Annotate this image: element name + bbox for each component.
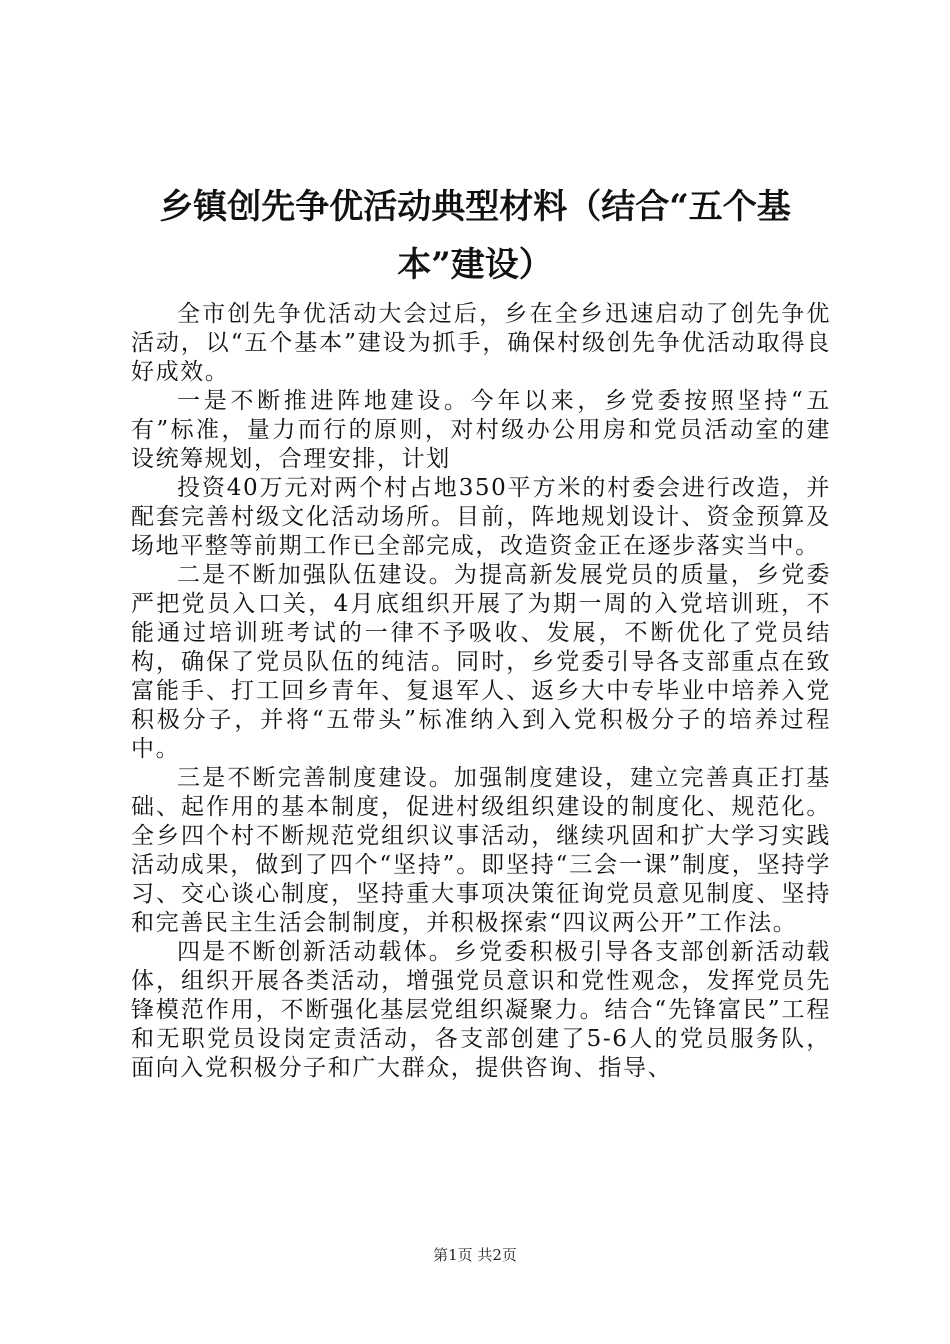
paragraph-position-building: 一是不断推进阵地建设。今年以来，乡党委按照坚持“五有”标准，量力而行的原则，对村级办公用房和党员活动室的建设统筹规划，合理安排，计划: [131, 388, 831, 472]
document-title-line-1: 乡镇创先争优活动典型材料（结合“五个基: [159, 187, 791, 227]
paragraph-system-building: 三是不断完善制度建设。加强制度建设，建立完善真正打基础、起作用的基本制度，促进村级组织建设的制度化、规范化。全乡四个村不断规范党组织议事活动，继续巩固和扩大学习实践活动成果，做到了四个“坚持”。即坚持“三会一课”制度，坚持学习、交心谈心制度，坚持重大事项决策征询党员意见制度、坚持和完善民主生活会制制度，并积极探索“四议两公开”工作法。: [131, 765, 831, 936]
paragraph-investment: 投资40万元对两个村占地350平方米的村委会进行改造，并配套完善村级文化活动场所。目前，阵地规划设计、资金预算及场地平整等前期工作已全部完成，改造资金正在逐步落实当中。: [131, 475, 831, 559]
document-body: [131, 300, 831, 1083]
paragraph-activity-innovation: 四是不断创新活动载体。乡党委积极引导各支部创新活动载体，组织开展各类活动，增强党员意识和党性观念，发挥党员先锋模范作用，不断强化基层党组织凝聚力。结合“先锋富民”工程和无职党员设岗定责活动，各支部创建了5-6人的党员服务队，面向入党积极分子和广大群众，提供咨询、指导、: [131, 939, 831, 1081]
page-footer: [0, 1244, 950, 1265]
paragraph-intro: 全市创先争优活动大会过后，乡在全乡迅速启动了创先争优活动，以“五个基本”建设为抓手，确保村级创先争优活动取得良好成效。: [131, 301, 831, 385]
page-number: 第1页 共2页: [433, 1246, 517, 1264]
document-title-line-2: 本”建设）: [397, 245, 553, 285]
paragraph-team-building: 二是不断加强队伍建设。为提高新发展党员的质量，乡党委严把党员入口关，4月底组织开展了为期一周的入党培训班，不能通过培训班考试的一律不予吸收、发展，不断优化了党员结构，确保了党员队伍的纯洁。同时，乡党委引导各支部重点在致富能手、打工回乡青年、复退军人、返乡大中专毕业中培养入党积极分子，并将“五带头”标准纳入到入党积极分子的培养过程中。: [131, 562, 831, 762]
document-title: [0, 178, 950, 294]
